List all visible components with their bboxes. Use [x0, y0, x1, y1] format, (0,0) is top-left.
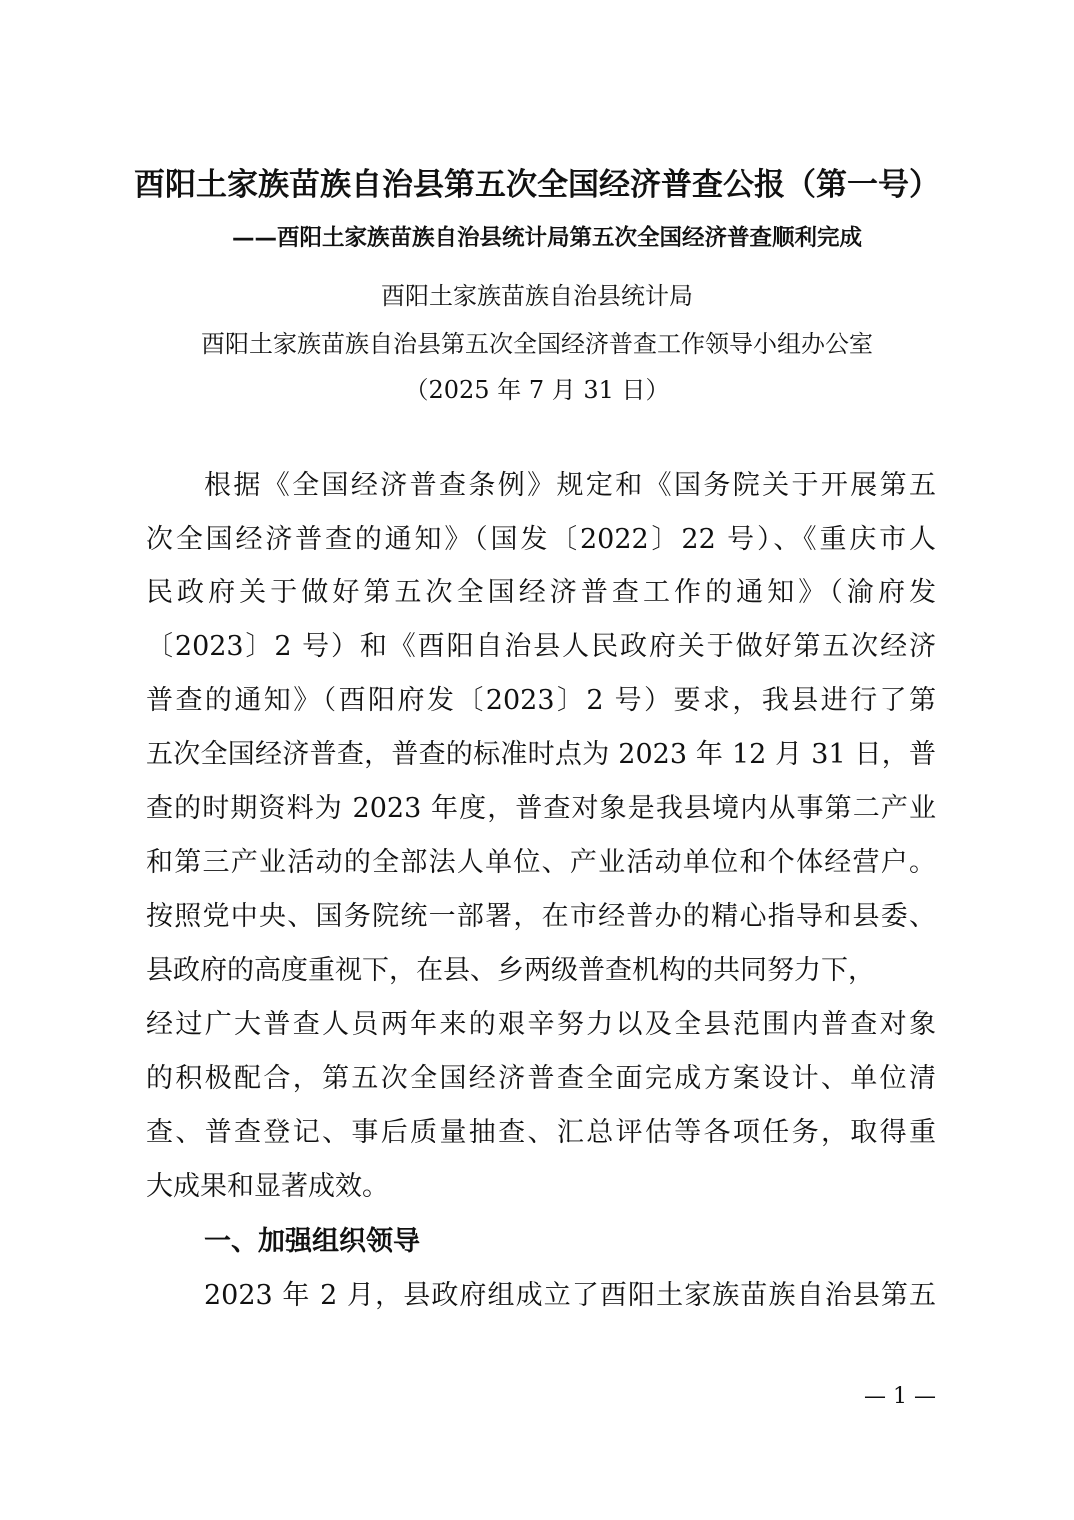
paragraph-line: 县政府的高度重视下，在县、乡两级普查机构的共同努力下， [146, 955, 875, 986]
page-number: — 1 — [864, 1384, 936, 1409]
paragraph-line: 的积极配合，第五次全国经济普查全面完成方案设计、单位清 [146, 1063, 936, 1094]
paragraph-line: 按照党中央、国务院统一部署，在市经普办的精心指导和县委、 [146, 901, 936, 932]
paragraph-line: 次全国经济普查的通知》（国发〔2022〕22 号）、《重庆市人 [146, 524, 936, 555]
paragraph-line: 普查的通知》（酉阳府发〔2023〕2 号）要求，我县进行了第 [146, 685, 936, 716]
issuer-statistics-bureau: 酉阳土家族苗族自治县统计局 [381, 282, 693, 310]
paragraph-line: 和第三产业活动的全部法人单位、产业活动单位和个体经营户。 [146, 847, 936, 878]
section-heading: 一、加强组织领导 [204, 1226, 420, 1257]
paragraph-line: 五次全国经济普查，普查的标准时点为 2023 年 12 月 31 日，普 [146, 739, 936, 770]
issuer-census-office: 酉阳土家族苗族自治县第五次全国经济普查工作领导小组办公室 [201, 330, 873, 358]
paragraph-line: 查、普查登记、事后质量抽查、汇总评估等各项任务，取得重 [146, 1117, 936, 1148]
document-subtitle: ——酉阳土家族苗族自治县统计局第五次全国经济普查顺利完成 [232, 225, 863, 251]
section-first-line: 2023 年 2 月，县政府组成立了酉阳土家族苗族自治县第五 [204, 1280, 936, 1311]
paragraph-line: 大成果和显著成效。 [146, 1171, 389, 1202]
paragraph-line: 经过广大普查人员两年来的艰辛努力以及全县范围内普查对象 [146, 1009, 936, 1040]
document-title: 酉阳土家族苗族自治县第五次全国经济普查公报（第一号） [134, 167, 940, 203]
paragraph-line: 〔2023〕2 号）和《酉阳自治县人民政府关于做好第五次经济 [146, 631, 936, 662]
publication-date: （2025 年 7 月 31 日） [404, 376, 670, 404]
paragraph-line: 根据《全国经济普查条例》规定和《国务院关于开展第五 [204, 470, 936, 501]
paragraph-line: 查的时期资料为 2023 年度，普查对象是我县境内从事第二产业 [146, 793, 936, 824]
paragraph-line: 民政府关于做好第五次全国经济普查工作的通知》（渝府发 [146, 577, 936, 608]
